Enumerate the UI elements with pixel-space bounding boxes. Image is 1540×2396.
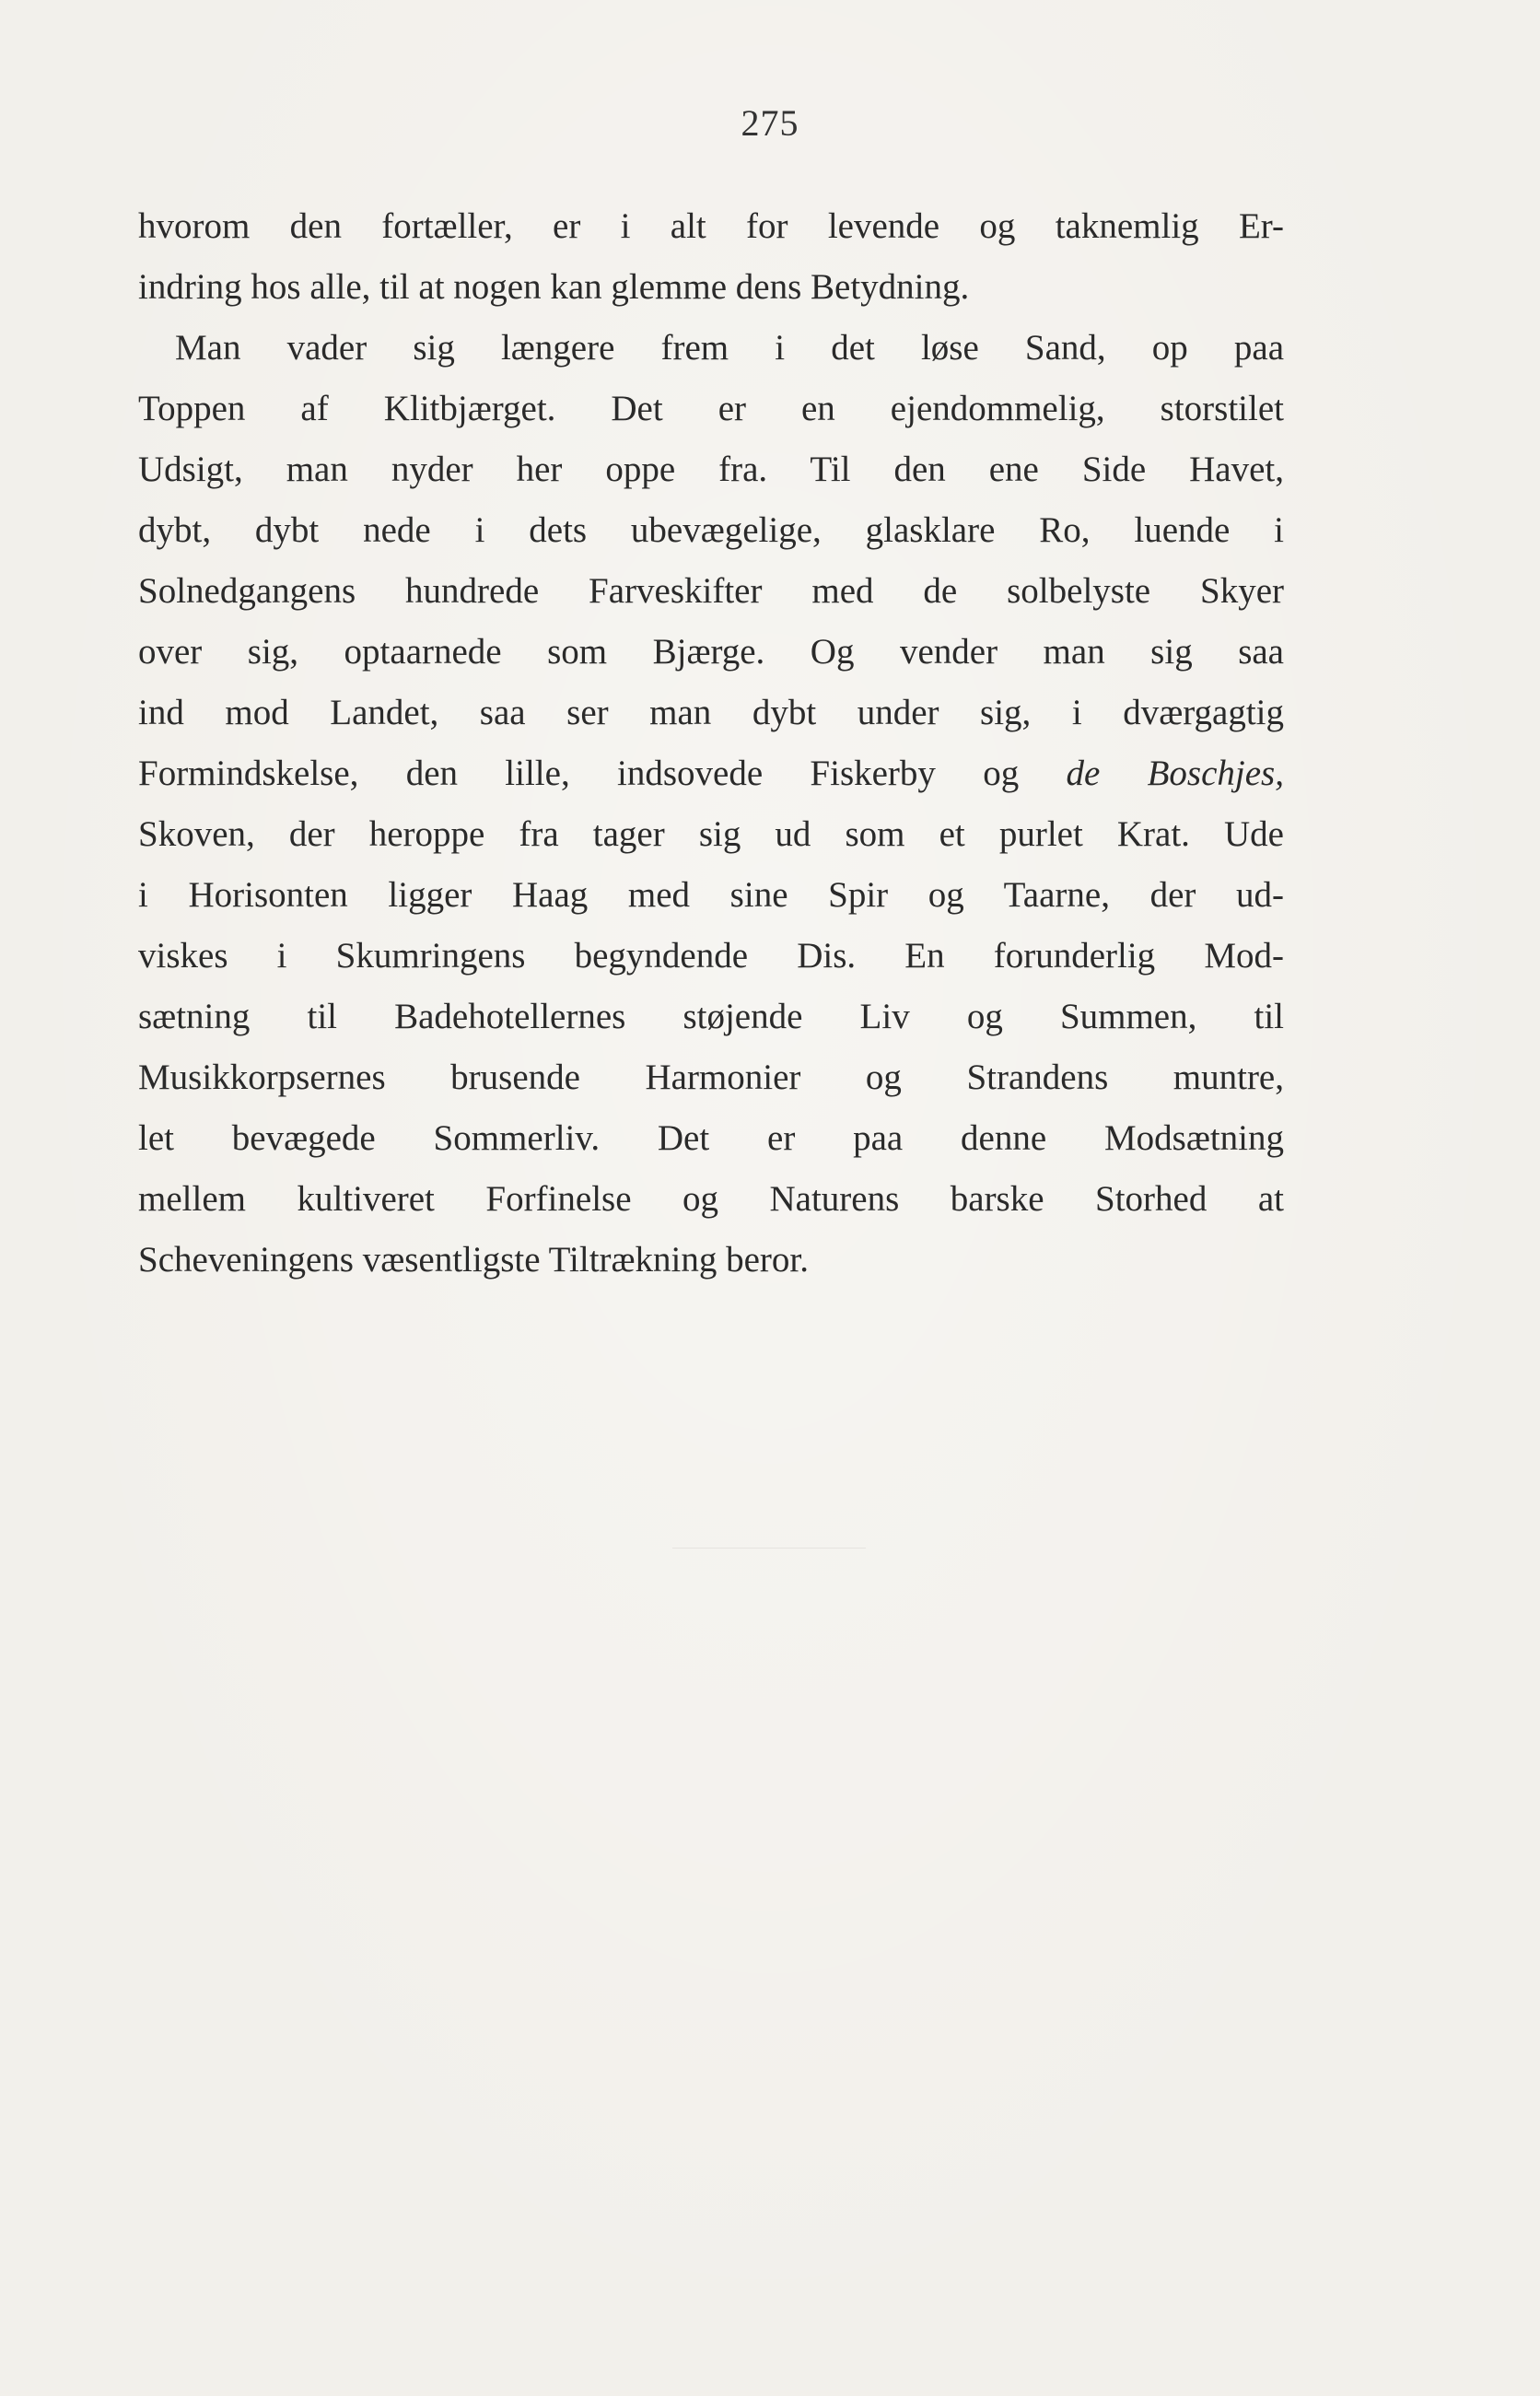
text-line: ind mod Landet, saa ser man dybt under sig, i dværgagtig	[138, 693, 1284, 732]
text-line: sætning til Badehotellernes støjende Liv og Summen, til	[138, 997, 1284, 1036]
text-line-with-italic	[138, 743, 1284, 804]
page-number: 275	[741, 102, 799, 144]
text-line: over sig, optaarnede som Bjærge. Og vender man sig saa	[138, 632, 1284, 672]
text-line: Udsigt, man nyder her oppe fra. Til den ene Side Havet,	[138, 450, 1284, 489]
text-line: Scheveningens væsentligste Tiltrækning beror.	[138, 1240, 809, 1280]
text-line: Toppen af Klitbjærget. Det er en ejendommelig, storstilet	[138, 389, 1284, 428]
text-line: viskes i Skumringens begyndende Dis. En forunderlig Mod-	[138, 936, 1284, 976]
text-line: Solnedgangens hundrede Farveskifter med de solbelyste Skyer	[138, 571, 1284, 611]
text-segment: Formindskelse, den lille, indsovede Fiskerby og	[138, 754, 1067, 793]
text-line: i Horisonten ligger Haag med sine Spir og Taarne, der ud-	[138, 875, 1284, 915]
body-text	[138, 196, 1284, 1291]
text-line: indring hos alle, til at nogen kan glemme dens Betydning.	[138, 267, 970, 307]
text-line: Musikkorpsernes brusende Harmonier og Strandens muntre,	[138, 1058, 1284, 1097]
text-line: Skoven, der heroppe fra tager sig ud som et purlet Krat. Ude	[138, 814, 1284, 854]
text-line: hvorom den fortæller, er i alt for levende og taknemlig Er-	[138, 206, 1284, 246]
text-line: Man vader sig længere frem i det løse Sand, op paa	[175, 328, 1284, 368]
text-line: dybt, dybt nede i dets ubevægelige, glasklare Ro, luende i	[138, 510, 1284, 550]
text-line: let bevægede Sommerliv. Det er paa denne Modsætning	[138, 1118, 1284, 1158]
bleed-through-mark	[672, 1548, 866, 1549]
italic-place-name: de Boschjes,	[1066, 754, 1284, 793]
text-line: mellem kultiveret Forfinelse og Naturens barske Storhed at	[138, 1179, 1284, 1219]
